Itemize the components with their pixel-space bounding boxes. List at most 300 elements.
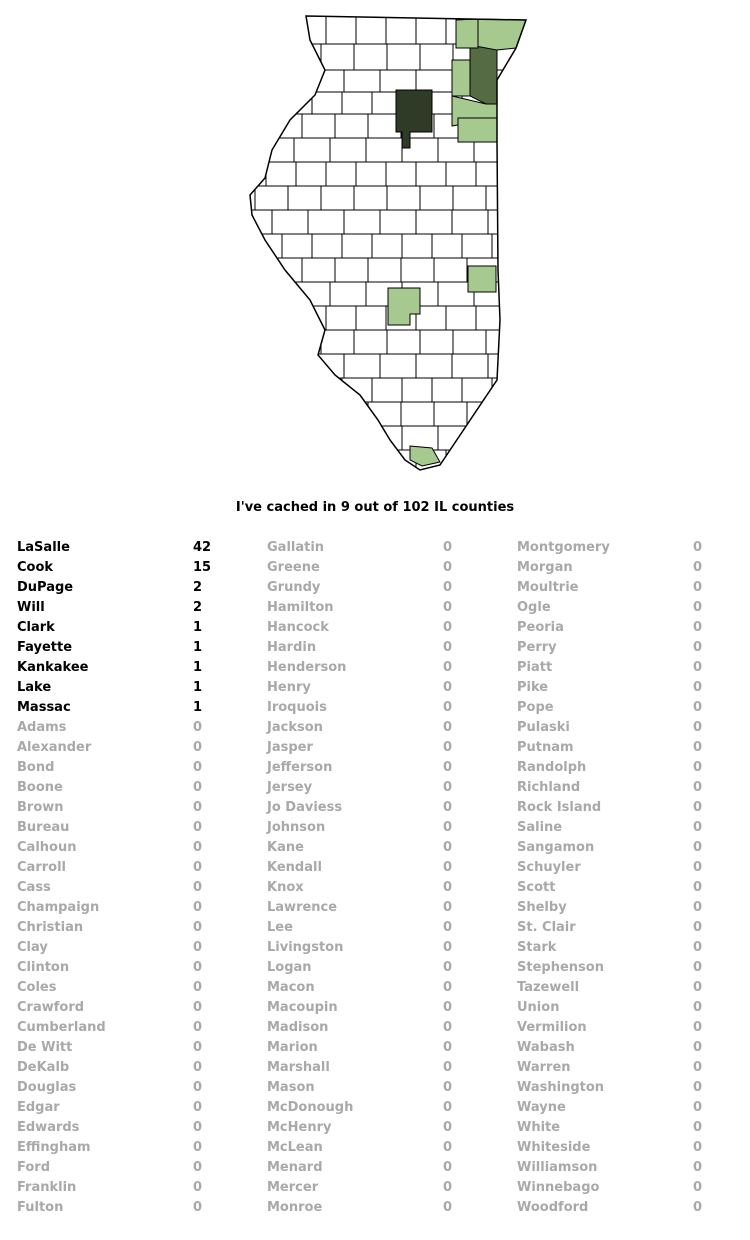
county-shape	[387, 186, 420, 210]
county-row	[17, 1020, 267, 1040]
county-shape	[296, 306, 326, 330]
county-name: Iroquois	[267, 700, 327, 715]
county-count: 0	[193, 920, 203, 935]
county-name: Crawford	[17, 1000, 85, 1015]
county-shape	[335, 114, 368, 138]
county-count: 2	[193, 580, 203, 595]
county-count: 0	[193, 900, 203, 915]
county-shape	[342, 92, 372, 114]
county-name: Franklin	[17, 1180, 77, 1195]
county-count: 0	[193, 1020, 203, 1035]
county-count: 0	[193, 1040, 203, 1055]
county-row	[267, 560, 517, 580]
county-shape	[453, 186, 486, 210]
county-row	[517, 1180, 750, 1200]
county-count: 0	[443, 1040, 453, 1055]
county-count: 0	[443, 580, 453, 595]
county-name: DuPage	[17, 580, 74, 595]
county-name: Pike	[517, 680, 549, 695]
county-count: 0	[443, 1020, 453, 1035]
county-shape-cook	[470, 45, 497, 104]
county-shape	[326, 16, 356, 44]
county-row	[517, 1200, 750, 1220]
county-name: Hardin	[267, 640, 317, 655]
county-count: 0	[443, 740, 453, 755]
county-shape	[236, 354, 272, 378]
county-row	[517, 680, 750, 700]
county-count: 0	[443, 1080, 453, 1095]
county-count: 0	[193, 1100, 203, 1115]
county-shape	[236, 306, 266, 330]
county-shape	[354, 330, 387, 354]
county-name: Menard	[267, 1160, 323, 1175]
summary-text: I've cached in 9 out of 102 IL counties	[235, 500, 515, 515]
county-row	[267, 940, 517, 960]
county-name: Ford	[17, 1160, 51, 1175]
county-row	[17, 1080, 267, 1100]
county-shape	[236, 210, 272, 234]
county-row	[517, 900, 750, 920]
county-row	[17, 1180, 267, 1200]
county-row	[517, 600, 750, 620]
county-name: Bond	[17, 760, 55, 775]
county-row	[267, 1040, 517, 1060]
county-count: 0	[193, 800, 203, 815]
county-name: Henderson	[267, 660, 347, 675]
county-row	[517, 1020, 750, 1040]
county-name: Moultrie	[517, 580, 579, 595]
county-row	[517, 700, 750, 720]
county-name: Adams	[17, 720, 67, 735]
county-name: Wabash	[517, 1040, 575, 1055]
county-shape	[252, 234, 282, 258]
county-shape	[236, 16, 266, 44]
county-name: Morgan	[517, 560, 573, 575]
county-row	[17, 980, 267, 1000]
county-name: Kankakee	[17, 660, 89, 675]
county-row	[267, 640, 517, 660]
county-count: 0	[443, 840, 453, 855]
county-shape	[342, 378, 372, 402]
county-grid	[222, 16, 560, 474]
county-shape	[222, 330, 255, 354]
county-count: 0	[193, 980, 203, 995]
county-name: Pulaski	[517, 720, 570, 735]
county-name: Jefferson	[267, 760, 333, 775]
county-name: Logan	[267, 960, 312, 975]
county-shape	[446, 450, 476, 474]
county-count: 0	[443, 680, 453, 695]
county-shape	[476, 450, 506, 474]
county-row	[517, 740, 750, 760]
county-name: Randolph	[517, 760, 587, 775]
county-row	[517, 540, 750, 560]
county-count: 0	[693, 960, 703, 975]
county-shape	[402, 426, 438, 450]
illinois-map-svg	[0, 0, 750, 490]
county-row	[17, 620, 267, 640]
county-row	[267, 700, 517, 720]
county-shape	[302, 402, 335, 426]
county-name: Lake	[17, 680, 52, 695]
county-count: 0	[693, 800, 703, 815]
county-shape	[500, 258, 533, 282]
county-shape	[522, 378, 552, 402]
county-count: 0	[443, 780, 453, 795]
county-name: Rock Island	[517, 800, 602, 815]
county-count: 0	[693, 1140, 703, 1155]
county-name: Boone	[17, 780, 63, 795]
county-count: 0	[443, 1100, 453, 1115]
county-shape	[288, 186, 321, 210]
county-name: Clark	[17, 620, 55, 635]
county-shape	[474, 426, 510, 450]
county-count: 0	[693, 920, 703, 935]
county-count: 0	[193, 940, 203, 955]
county-shape	[420, 44, 453, 70]
county-row	[267, 1020, 517, 1040]
county-count: 0	[443, 820, 453, 835]
county-count: 0	[193, 1060, 203, 1075]
county-row	[267, 920, 517, 940]
county-shape	[438, 426, 474, 450]
county-count: 0	[193, 1160, 203, 1175]
county-name: Marion	[267, 1040, 318, 1055]
county-count: 0	[193, 960, 203, 975]
county-count: 0	[193, 880, 203, 895]
county-row	[517, 1100, 750, 1120]
county-row	[267, 1160, 517, 1180]
county-shape	[335, 258, 368, 282]
county-name: Stephenson	[517, 960, 604, 975]
county-shape	[308, 210, 344, 234]
county-name: Grundy	[267, 580, 321, 595]
county-count: 1	[193, 620, 203, 635]
county-name: St. Clair	[517, 920, 576, 935]
county-shape	[266, 450, 296, 474]
county-row	[517, 620, 750, 640]
county-shape-kankakee	[458, 118, 497, 142]
county-row	[17, 1100, 267, 1120]
county-count: 0	[443, 620, 453, 635]
county-name: Henry	[267, 680, 311, 695]
county-count: 0	[443, 980, 453, 995]
county-row	[267, 1120, 517, 1140]
county-shape	[434, 402, 467, 426]
county-row	[517, 660, 750, 680]
county-name: Edgar	[17, 1100, 60, 1115]
county-shape	[312, 234, 342, 258]
county-row	[17, 680, 267, 700]
county-shape	[252, 92, 282, 114]
county-row	[267, 900, 517, 920]
county-shape	[236, 114, 269, 138]
county-shape	[386, 162, 416, 186]
county-count: 0	[693, 760, 703, 775]
county-name: Macon	[267, 980, 315, 995]
county-shape	[222, 44, 255, 70]
county-row	[267, 600, 517, 620]
county-count: 0	[443, 640, 453, 655]
county-name: Warren	[517, 1060, 571, 1075]
county-shape	[288, 44, 321, 70]
county-shape	[356, 162, 386, 186]
county-count: 0	[693, 560, 703, 575]
county-row	[267, 540, 517, 560]
county-row	[17, 560, 267, 580]
illinois-county-map	[0, 0, 750, 490]
county-count: 0	[693, 640, 703, 655]
county-shape	[236, 450, 266, 474]
county-name: Madison	[267, 1020, 329, 1035]
county-name: Lawrence	[267, 900, 338, 915]
county-count: 0	[193, 1000, 203, 1015]
county-name: Livingston	[267, 940, 344, 955]
county-name: Carroll	[17, 860, 66, 875]
county-count: 0	[193, 860, 203, 875]
county-count: 0	[443, 560, 453, 575]
county-shape	[462, 234, 492, 258]
county-row	[267, 980, 517, 1000]
county-name: Bureau	[17, 820, 70, 835]
county-name: Peoria	[517, 620, 564, 635]
county-count: 0	[193, 720, 203, 735]
county-row	[517, 1140, 750, 1160]
county-name: Putnam	[517, 740, 574, 755]
county-name: Johnson	[267, 820, 326, 835]
county-shape	[486, 330, 519, 354]
county-shape	[446, 306, 476, 330]
county-row	[17, 700, 267, 720]
county-name: Greene	[267, 560, 320, 575]
county-count: 0	[443, 1200, 453, 1215]
county-row	[267, 760, 517, 780]
county-shape	[296, 162, 326, 186]
county-shape	[434, 258, 467, 282]
county-name: Marshall	[267, 1060, 330, 1075]
county-count: 0	[693, 1120, 703, 1135]
county-shape	[524, 70, 560, 92]
county-shape	[446, 162, 476, 186]
county-row	[517, 1040, 750, 1060]
county-count: 0	[443, 920, 453, 935]
county-name: Jasper	[267, 740, 313, 755]
county-shape	[342, 234, 372, 258]
county-row	[267, 680, 517, 700]
county-shape	[330, 426, 366, 450]
county-shape	[302, 114, 335, 138]
county-row	[267, 820, 517, 840]
county-count: 0	[693, 620, 703, 635]
county-count: 0	[443, 940, 453, 955]
county-count: 0	[193, 1080, 203, 1095]
county-count: 0	[693, 680, 703, 695]
county-name: Fayette	[17, 640, 73, 655]
county-name: Mason	[267, 1080, 315, 1095]
county-shape	[452, 354, 488, 378]
county-count: 0	[693, 1100, 703, 1115]
county-name: Ogle	[517, 600, 551, 615]
county-count: 0	[693, 1060, 703, 1075]
county-row	[517, 1060, 750, 1080]
county-count: 0	[693, 660, 703, 675]
county-name: Montgomery	[517, 540, 610, 555]
county-count: 0	[693, 860, 703, 875]
county-name: McHenry	[267, 1120, 332, 1135]
county-count: 0	[443, 1060, 453, 1075]
county-row	[267, 1180, 517, 1200]
county-row	[517, 860, 750, 880]
county-name: Macoupin	[267, 1000, 338, 1015]
county-name: Winnebago	[517, 1180, 600, 1195]
county-shape	[386, 16, 416, 44]
county-shape	[296, 16, 326, 44]
county-shape	[308, 354, 344, 378]
county-name: Sangamon	[517, 840, 595, 855]
county-shape	[402, 378, 432, 402]
county-shape	[266, 16, 296, 44]
county-row	[517, 580, 750, 600]
county-row	[17, 1160, 267, 1180]
county-shape	[222, 234, 252, 258]
county-count: 0	[693, 820, 703, 835]
county-shape	[488, 210, 524, 234]
county-name: Effingham	[17, 1140, 91, 1155]
county-shape	[524, 210, 560, 234]
county-name: Tazewell	[517, 980, 580, 995]
county-count: 0	[443, 1000, 453, 1015]
county-shape	[282, 378, 312, 402]
county-shape-mchenry	[456, 19, 478, 48]
county-name: Calhoun	[17, 840, 77, 855]
county-row	[17, 860, 267, 880]
county-name: Perry	[517, 640, 557, 655]
county-shape	[416, 162, 446, 186]
county-count: 0	[693, 780, 703, 795]
county-row	[17, 960, 267, 980]
county-shape	[330, 138, 366, 162]
county-count: 0	[193, 1180, 203, 1195]
county-count: 0	[693, 980, 703, 995]
county-row	[517, 720, 750, 740]
county-count: 0	[443, 1160, 453, 1175]
county-name: Brown	[17, 800, 64, 815]
county-list-column-2	[267, 540, 517, 1220]
county-count: 0	[193, 1120, 203, 1135]
county-row	[17, 840, 267, 860]
county-shape	[335, 402, 368, 426]
county-row	[17, 820, 267, 840]
county-count: 0	[693, 600, 703, 615]
county-name: Vermilion	[517, 1020, 587, 1035]
county-count: 0	[443, 720, 453, 735]
county-row	[517, 880, 750, 900]
county-name: Piatt	[517, 660, 553, 675]
county-count: 0	[193, 1200, 203, 1215]
county-shape	[420, 330, 453, 354]
county-shape	[500, 114, 533, 138]
county-shape	[522, 234, 552, 258]
county-row	[517, 1160, 750, 1180]
county-name: Christian	[17, 920, 84, 935]
county-shape	[453, 330, 486, 354]
county-shape	[372, 378, 402, 402]
county-name: Whiteside	[517, 1140, 591, 1155]
county-shape	[269, 114, 302, 138]
county-count: 0	[693, 1160, 703, 1175]
county-name: Mercer	[267, 1180, 319, 1195]
county-shape	[368, 258, 401, 282]
county-count: 0	[193, 780, 203, 795]
county-row	[517, 640, 750, 660]
county-count: 0	[693, 900, 703, 915]
county-shape	[519, 44, 552, 70]
county-shape	[476, 306, 506, 330]
county-name: Union	[517, 1000, 560, 1015]
county-name: Schuyler	[517, 860, 581, 875]
county-shape	[486, 186, 519, 210]
county-row	[17, 740, 267, 760]
county-row	[517, 1080, 750, 1100]
county-count: 0	[443, 800, 453, 815]
county-row	[517, 800, 750, 820]
county-count: 0	[443, 960, 453, 975]
county-row	[17, 920, 267, 940]
county-count: 0	[693, 740, 703, 755]
county-name: White	[517, 1120, 561, 1135]
county-count: 0	[693, 1040, 703, 1055]
county-shape	[258, 426, 294, 450]
county-shape	[524, 354, 560, 378]
county-shape	[416, 16, 446, 44]
county-name: LaSalle	[17, 540, 70, 555]
county-shape	[366, 138, 402, 162]
county-count: 0	[443, 700, 453, 715]
county-count: 15	[193, 560, 212, 575]
county-count: 0	[443, 860, 453, 875]
county-row	[17, 720, 267, 740]
county-shape	[354, 186, 387, 210]
county-row	[17, 600, 267, 620]
county-name: Alexander	[17, 740, 92, 755]
county-shape	[380, 354, 416, 378]
county-shape	[344, 354, 380, 378]
county-shape	[416, 210, 452, 234]
county-row	[267, 880, 517, 900]
county-shape	[522, 92, 552, 114]
county-shape	[500, 402, 533, 426]
county-count: 0	[443, 880, 453, 895]
county-shape	[387, 44, 420, 70]
county-count: 0	[193, 820, 203, 835]
county-shape	[492, 234, 522, 258]
county-shape-dupage	[452, 60, 470, 96]
county-count: 0	[443, 900, 453, 915]
county-row	[17, 580, 267, 600]
county-shape	[222, 92, 252, 114]
county-name: Cook	[17, 560, 54, 575]
county-row	[17, 540, 267, 560]
county-row	[517, 940, 750, 960]
county-row	[517, 1000, 750, 1020]
county-row	[517, 920, 750, 940]
county-shape	[462, 378, 492, 402]
county-count: 0	[193, 1140, 203, 1155]
county-count: 0	[693, 540, 703, 555]
county-row	[17, 900, 267, 920]
county-row	[17, 1060, 267, 1080]
county-name: Cumberland	[17, 1020, 106, 1035]
